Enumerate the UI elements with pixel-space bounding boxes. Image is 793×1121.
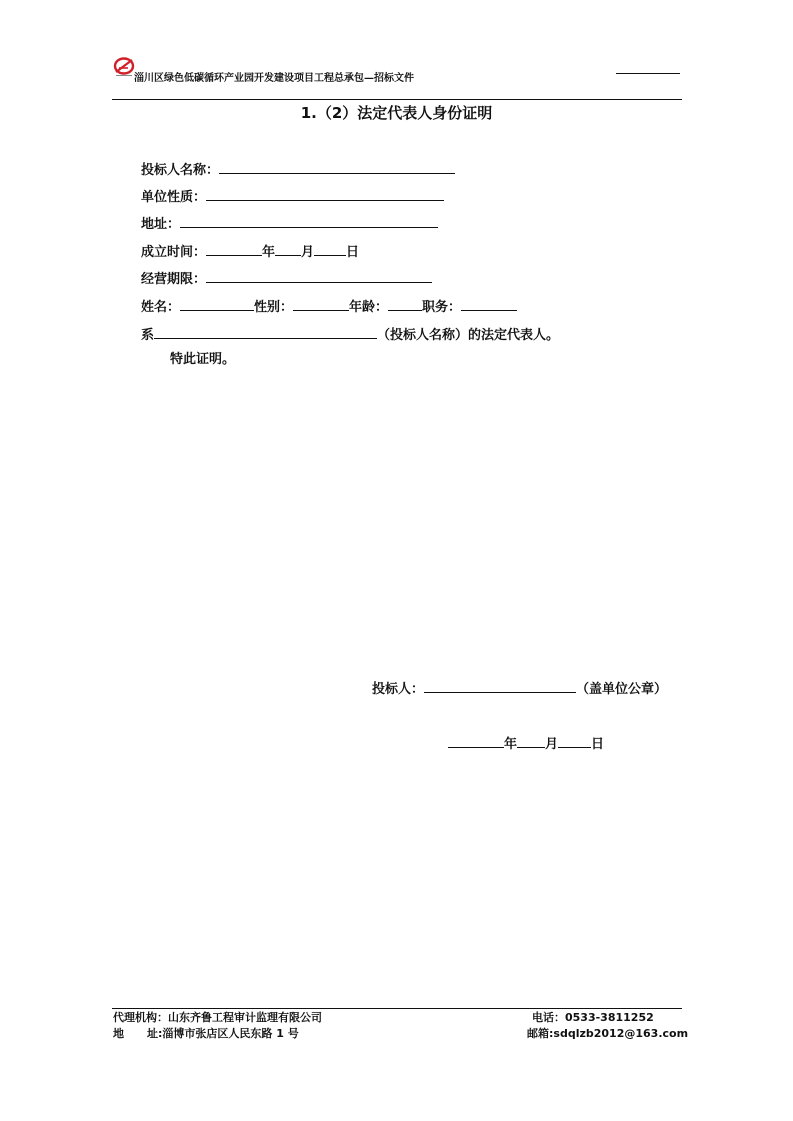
agency-value: 山东齐鲁工程审计监理有限公司	[168, 1011, 322, 1024]
position-label: 职务：	[422, 300, 462, 315]
name-label: 姓名：	[141, 300, 181, 315]
sign-year-blank	[448, 732, 504, 748]
address-label: 地址：	[141, 217, 181, 232]
header-logo	[112, 56, 136, 78]
name-blank	[180, 295, 254, 311]
founded-day-label: 日	[346, 245, 360, 260]
phone-value: 0533-3811252	[565, 1011, 654, 1024]
position-blank	[461, 295, 517, 311]
address-row	[141, 212, 438, 234]
founded-time-row	[141, 240, 359, 262]
phone-label: 电话：	[532, 1011, 565, 1024]
business-term-label: 经营期限：	[141, 272, 207, 287]
founded-day-blank	[314, 240, 346, 256]
relation-row	[141, 323, 559, 345]
bidder-signature-blank	[424, 677, 576, 693]
header-short-rule	[616, 73, 680, 74]
age-label: 年龄：	[349, 300, 389, 315]
relation-suffix: （投标人名称）的法定代表人。	[377, 328, 560, 343]
age-blank	[388, 295, 422, 311]
footer-phone	[532, 1010, 654, 1025]
business-term-blank	[206, 267, 432, 283]
signature-row	[372, 677, 667, 699]
signature-date-row	[448, 732, 604, 754]
sign-month-blank	[517, 732, 545, 748]
relation-prefix: 系	[141, 328, 155, 343]
seal-note: （盖单位公章）	[576, 682, 668, 697]
page-title: 1.（2）法定代表人身份证明	[300, 104, 493, 122]
founded-month-label: 月	[301, 245, 315, 260]
address-blank	[180, 212, 438, 228]
footer-rule	[112, 1008, 682, 1009]
bidder-name-blank	[219, 158, 455, 174]
sign-day-label: 日	[591, 737, 605, 752]
bidder-signature-label: 投标人：	[372, 682, 425, 697]
header-title: 淄川区绿色低碳循环产业园开发建设项目工程总承包—招标文件	[134, 73, 414, 84]
email-label: 邮箱:	[527, 1027, 554, 1040]
founded-month-blank	[275, 240, 301, 256]
sign-day-blank	[558, 732, 591, 748]
gender-blank	[293, 295, 349, 311]
unit-nature-row	[141, 185, 444, 207]
address-footer-label: 地 址:	[113, 1027, 163, 1040]
certify-text: 特此证明。	[170, 352, 236, 367]
founded-time-label: 成立时间：	[141, 245, 207, 260]
unit-nature-blank	[206, 185, 444, 201]
gender-label: 性别：	[254, 300, 294, 315]
sign-year-label: 年	[504, 737, 518, 752]
personal-info-row	[141, 295, 517, 317]
address-footer-value: 淄博市张店区人民东路 1 号	[162, 1027, 299, 1040]
founded-year-blank	[206, 240, 262, 256]
relation-blank	[154, 323, 377, 339]
footer-address	[113, 1026, 299, 1041]
footer-email	[527, 1026, 688, 1041]
founded-year-label: 年	[262, 245, 276, 260]
bidder-name-row	[141, 158, 455, 180]
email-value: sdqlzb2012@163.com	[553, 1027, 689, 1040]
business-term-row	[141, 267, 432, 289]
sign-month-label: 月	[545, 737, 559, 752]
unit-nature-label: 单位性质：	[141, 190, 207, 205]
logo-icon	[112, 56, 136, 78]
bidder-name-label: 投标人名称：	[141, 163, 220, 178]
header-rule	[112, 99, 682, 100]
footer-agency	[113, 1010, 322, 1025]
agency-label: 代理机构：	[113, 1011, 168, 1024]
